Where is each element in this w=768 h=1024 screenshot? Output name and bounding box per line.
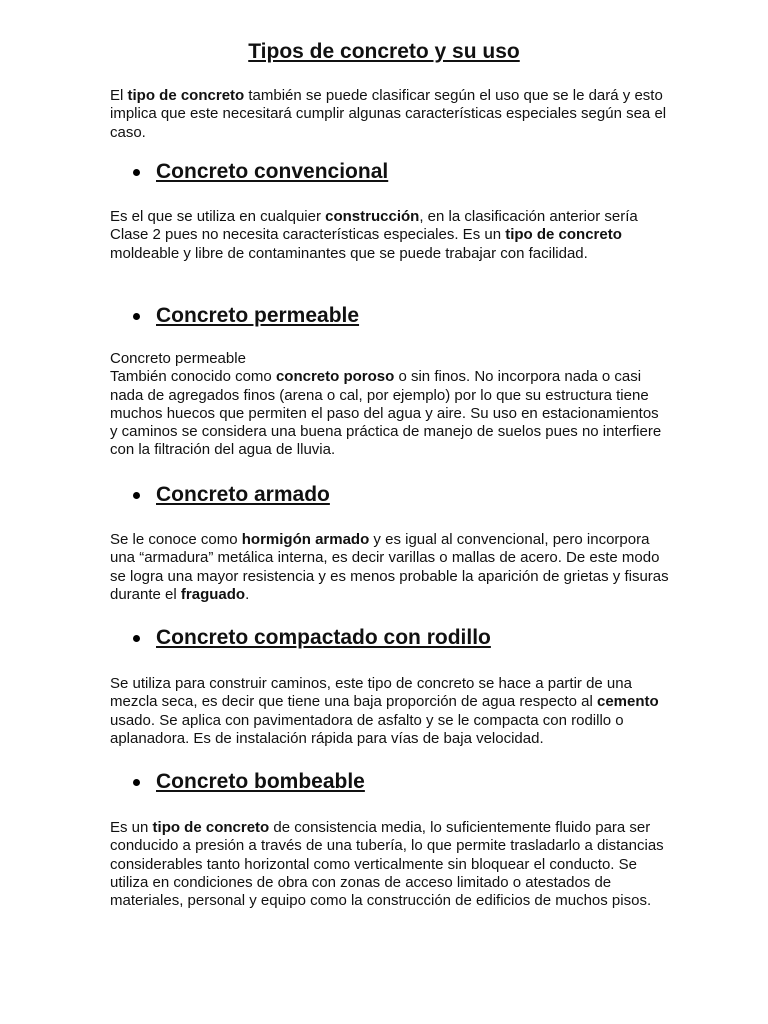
text-run: o sin finos. No incorpora nada o casi nada de agregados finos (arena o cal, por ejemplo) por lo que su estructura tiene muchos huecos que permiten el paso del agua y aire. Su uso en estacionamientos y caminos se considera una buena práctica de manejo de suelos pues no interfiere con la filtración del agua de lluvia. [110, 368, 662, 459]
bold-run: hormigón armado [241, 531, 370, 548]
paragraph-concreto-permeable [110, 350, 670, 460]
text-run: usado. Se aplica con pavimentadora de asfalto y se le compacta con rodillo o aplanadora. Es de instalación rápida para vías de baja velocidad. [110, 711, 624, 747]
text-run: moldeable y libre de contaminantes que se puede trabajar con facilidad. [110, 244, 588, 262]
text-run: Se utiliza para construir caminos, este tipo de concreto se hace a partir de una mezcla seca, es decir que tiene una baja proporción de agua respecto al [110, 675, 632, 711]
text-run: . [245, 585, 250, 603]
heading-concreto-armado [133, 481, 330, 509]
intro-text-1: El [110, 87, 128, 104]
text-run: de consistencia media, lo suficientemente fluido para ser conducido a presión a través de una tubería, lo que permite trasladarlo a distancias considerables tanto horizontal como verticalmente sin bloquear el conducto. Se utiliza en condiciones de obra con zonas de acceso limitado o atestados de materiales, personal y equipo como la construcción de edificios de muchos pisos. [110, 819, 664, 910]
text-run: Es un [110, 819, 153, 836]
bold-run: fraguado [180, 585, 246, 603]
paragraph-concreto-armado [110, 531, 670, 604]
heading-concreto-permeable [133, 302, 359, 330]
text-run: Concreto permeable [110, 350, 246, 367]
text-run: Es el que se utiliza en cualquier [110, 208, 326, 225]
paragraph-concreto-convencional [110, 208, 670, 263]
intro-paragraph [110, 87, 670, 142]
heading-text: Concreto convencional [156, 160, 389, 183]
intro-text-2: también se puede clasificar según el uso que se le dará y esto implica que este necesitará cumplir algunas características especiales según sea el caso. [110, 87, 667, 141]
heading-text: Concreto compactado con rodillo [156, 626, 491, 649]
text-run: y es igual al convencional, pero incorpora una “armadura” metálica interna, es decir varillas o mallas de acero. De este modo se logra una mayor resistencia y es menos probable la aparición de grietas y fisuras durante el [110, 531, 669, 603]
paragraph-concreto-bombeable [110, 819, 670, 910]
paragraph-concreto-compactado [110, 675, 670, 748]
document-title: Tipos de concreto y su uso [248, 40, 520, 63]
intro-bold-1: tipo de concreto [127, 87, 245, 104]
bullet-icon [133, 169, 140, 176]
bold-run: concreto poroso [275, 368, 395, 386]
heading-text: Concreto permeable [156, 304, 360, 327]
bold-run: tipo de concreto [505, 226, 622, 244]
heading-text: Concreto bombeable [156, 770, 365, 793]
heading-concreto-convencional [133, 158, 388, 186]
text-run: , en la clasificación anterior sería Clase 2 pues no necesita características especiales. Es un [110, 208, 638, 244]
heading-text: Concreto armado [156, 483, 330, 506]
heading-concreto-compactado [133, 624, 491, 652]
heading-concreto-bombeable [133, 768, 365, 796]
bold-run: tipo de concreto [152, 819, 270, 836]
bold-run: cemento [596, 693, 659, 711]
text-run: También conocido como [110, 368, 276, 386]
bullet-icon [133, 492, 140, 499]
bullet-icon [133, 779, 140, 786]
text-run: Se le conoce como [110, 531, 242, 548]
bullet-icon [133, 635, 140, 642]
bold-run: construcción [325, 208, 420, 225]
bullet-icon [133, 313, 140, 320]
